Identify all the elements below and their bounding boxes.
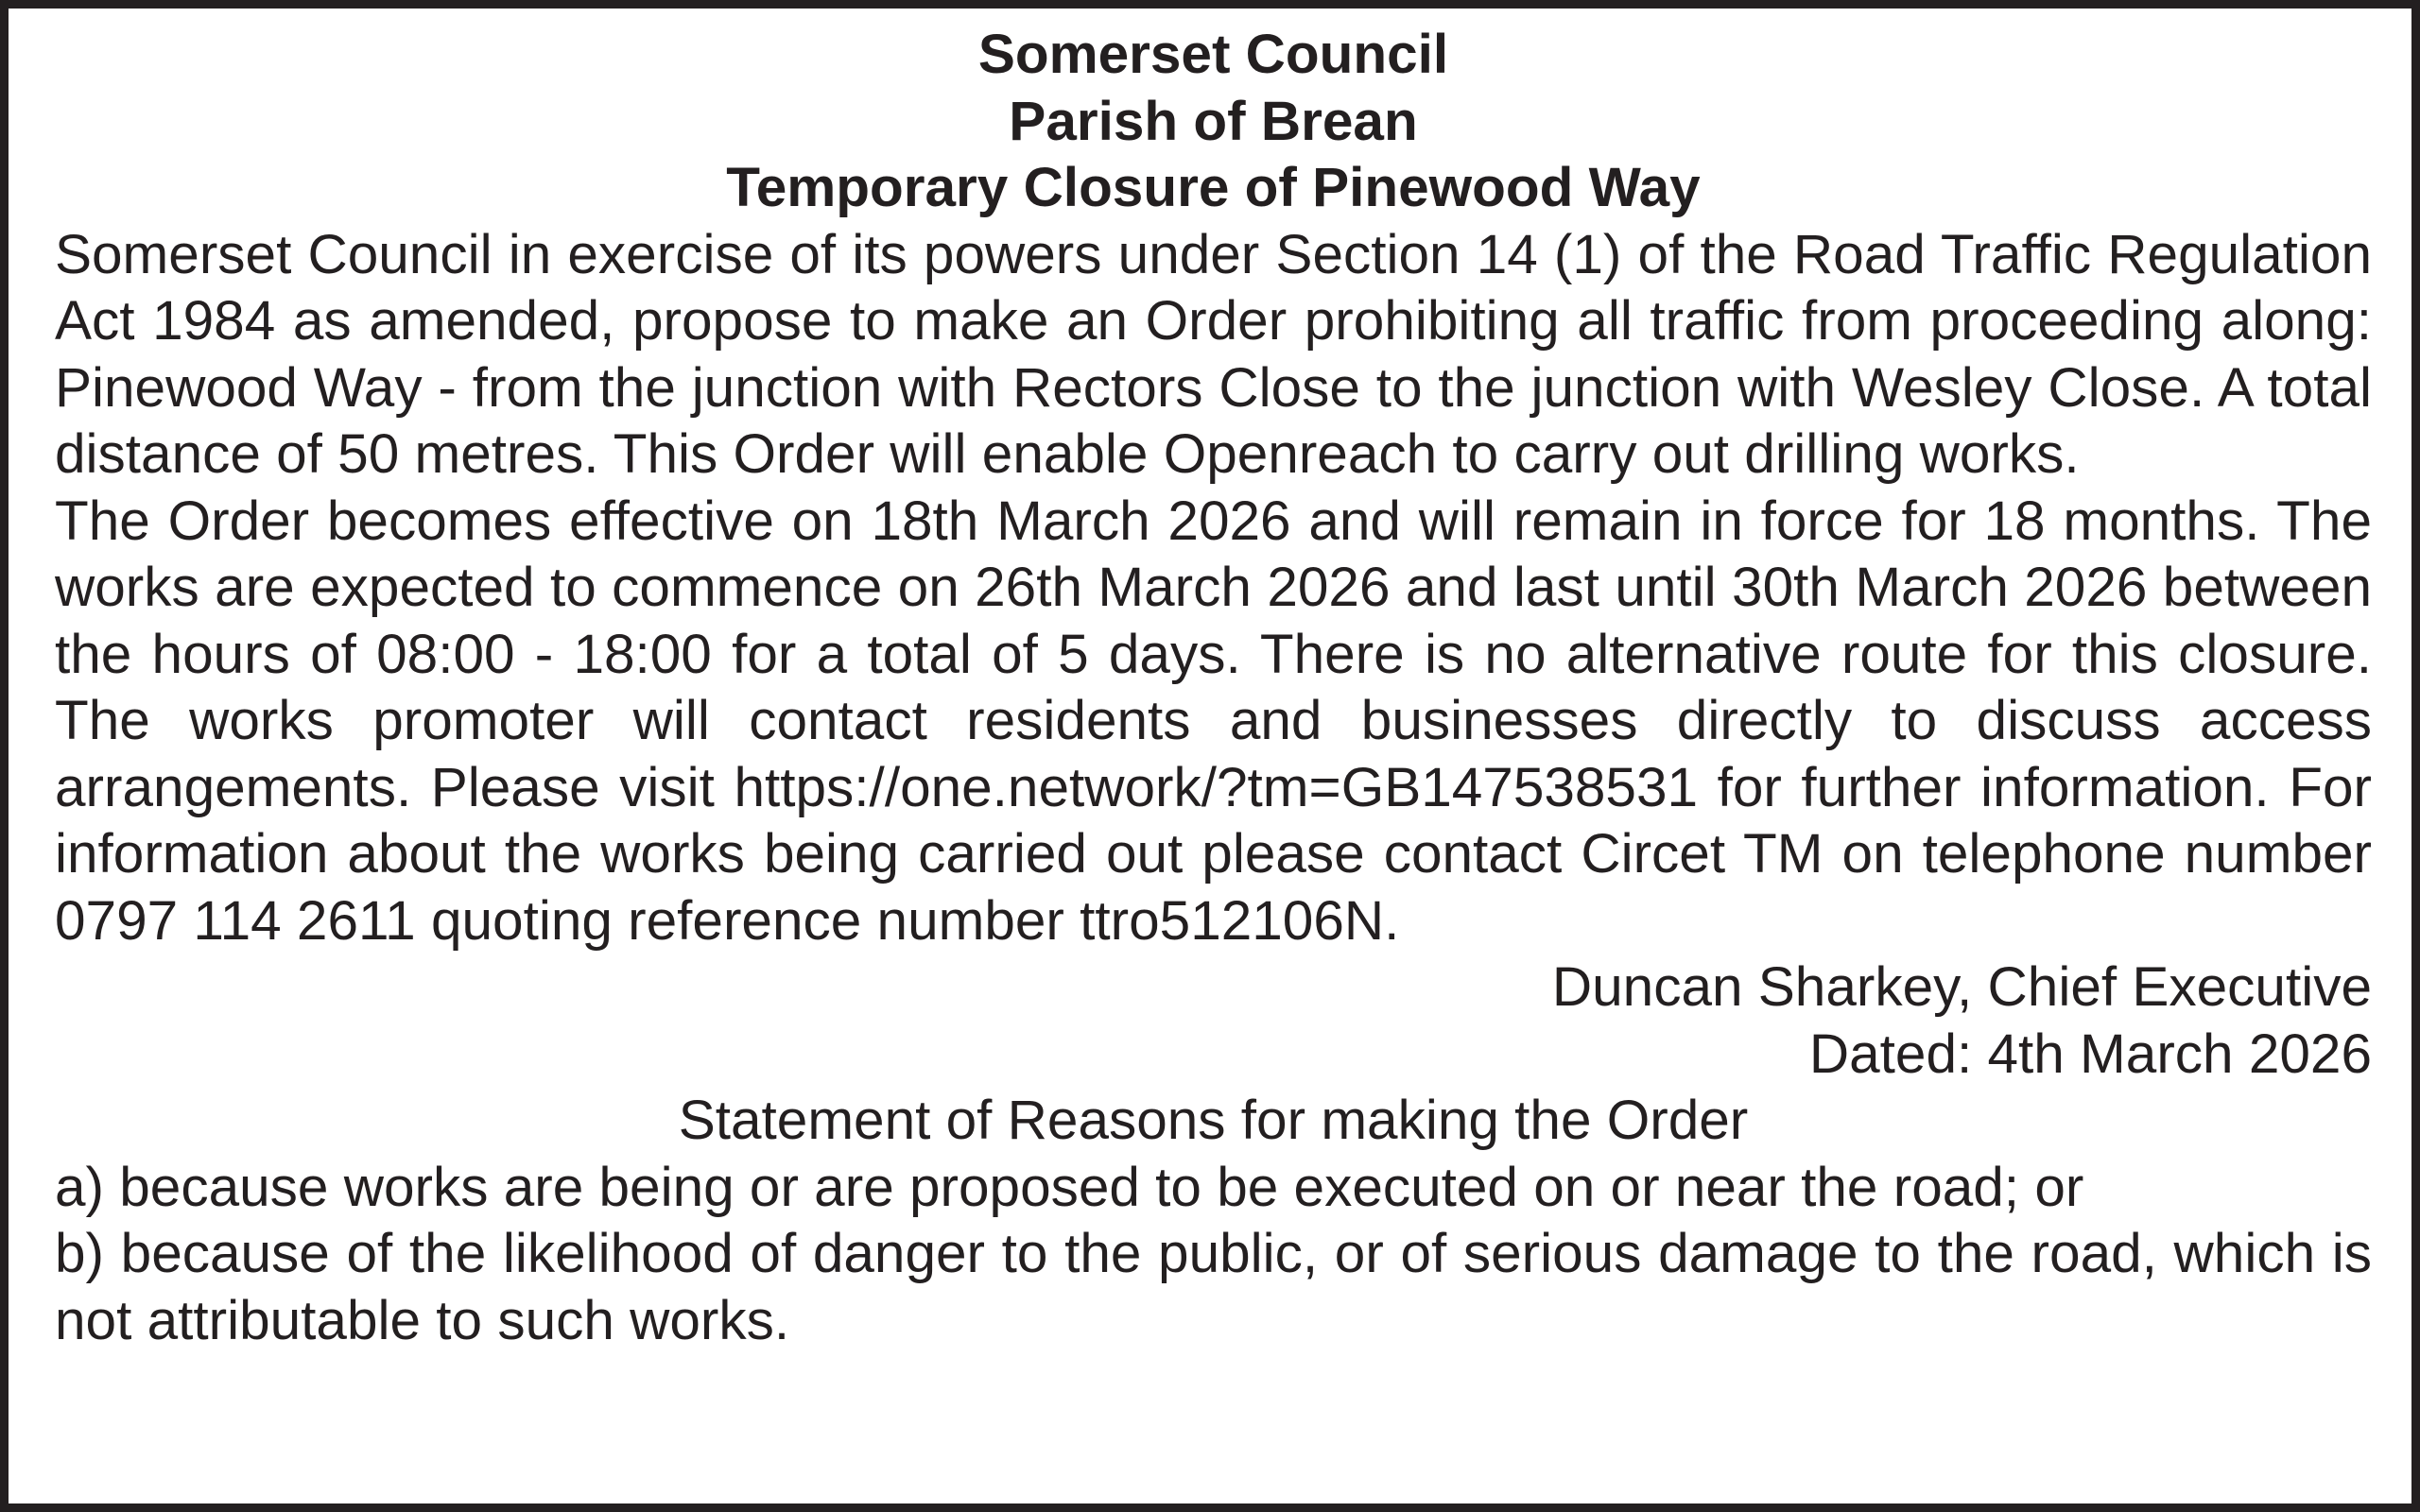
dated-line: Dated: 4th March 2026	[1808, 1022, 2372, 1085]
parish-heading: Parish of Brean	[1009, 90, 1418, 152]
reason-a: a) because works are being or are proposed to be executed on or near the road; or	[55, 1156, 2084, 1218]
reason-b: b) because of the likelihood of danger to the public, or of serious damage to the road, which is not attributable to such works.	[55, 1223, 2372, 1351]
signatory-line: Duncan Sharkey, Chief Executive	[1551, 956, 2372, 1018]
order-details-paragraph: The Order becomes effective on 18th March 2026 and will remain in force for 18 months. The works are expected to commence on 26th March 2026 and last until 30th March 2026 between the hours of 08:00 - 18:00 for a total of 5 days. There is no alternative route for this closure. The works promoter will contact residents and businesses directly to discuss access arrangements. Please visit https://one.network/?tm=GB147538531 for further information. For information about the works being carried out please contact Circet TM on telephone number 0797 114 2611 quoting reference number ttro512106N.	[55, 490, 2372, 952]
closure-title-heading: Temporary Closure of Pinewood Way	[726, 157, 1701, 218]
reasons-heading: Statement of Reasons for making the Order	[678, 1090, 1749, 1151]
council-name-heading: Somerset Council	[977, 24, 1449, 85]
order-description-paragraph: Somerset Council in exercise of its powers under Section 14 (1) of the Road Traffic Regulation Act 1984 as amended, propose to make an Order prohibiting all traffic from proceeding along: Pinewood Way - from the junction with Rectors Close to the junction with Wesley Close. A total distance of 50 metres. This Order will enable Openreach to carry out drilling works.	[55, 223, 2372, 485]
